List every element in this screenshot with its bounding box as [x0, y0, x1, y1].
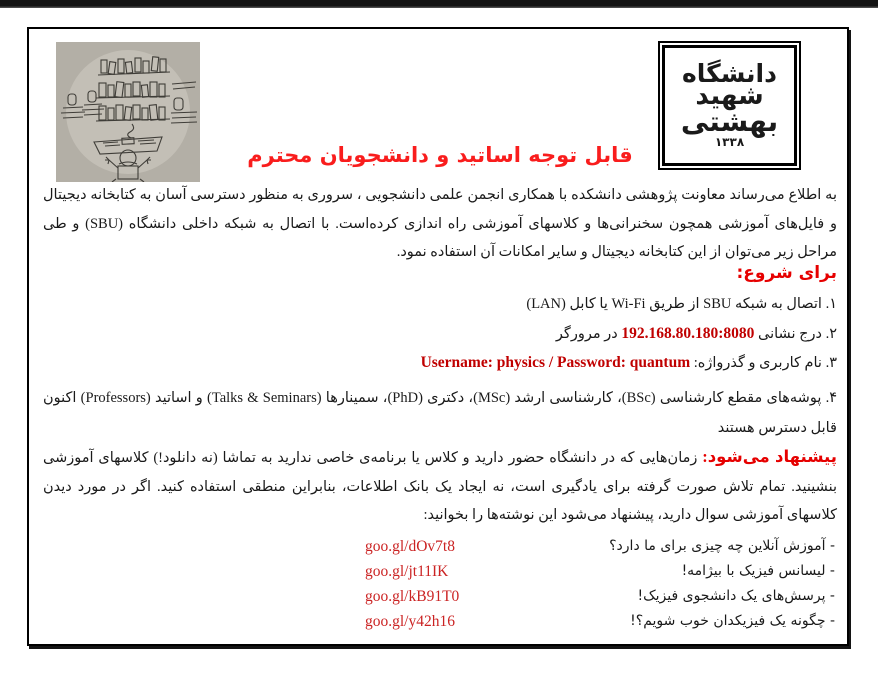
step-4-available-folders: ۴. پوشه‌های مقطع کارشناسی (BSc)، کارشناسی ارشد (MSc)، دکتری (PhD)، سمینارها (Talks & Seminars) و اساتید (Professors) اکنون قابل دسترس هستند	[43, 390, 837, 436]
step-3-credentials	[43, 354, 837, 372]
logo-word-shahid: شهید	[695, 80, 764, 111]
page-title: قابل توجه اساتید و دانشجویان محترم	[247, 143, 633, 167]
resource-question: - لیسانس فیزیک با بیژامه!	[681, 563, 835, 579]
bookshelf-middle-row	[96, 82, 170, 98]
bookshelf-bottom-row	[96, 105, 170, 121]
suggestion-heading: پیشنهاد می‌شود:	[702, 447, 837, 466]
bookshelf-top-row	[98, 57, 170, 75]
document-page	[27, 27, 849, 646]
section-heading-start: برای شروع:	[736, 263, 837, 283]
logo-founding-year: ۱۳۳۸	[714, 135, 745, 150]
window-top-bar	[0, 0, 878, 8]
resource-link[interactable]: goo.gl/dOv7t8	[365, 538, 455, 555]
suggestion-paragraph	[43, 443, 837, 530]
step-2-text-post: در مرورگر	[555, 326, 622, 342]
resource-question: - چگونه یک فیزیکدان خوب شویم؟!	[630, 613, 835, 629]
sketch-cord	[128, 124, 134, 138]
step-3-username-password: Username: physics / Password: quantum	[420, 354, 691, 371]
resource-row	[29, 584, 847, 609]
resource-question: - پرسش‌های یک دانشجوی فیزیک!	[637, 588, 835, 604]
intro-paragraph: به اطلاع می‌رساند معاونت پژوهشی دانشکده با همکاری انجمن علمی دانشجویی ، سروری به منظور دسترسی آسان به کتابخانه دیجیتال و فایل‌های آموزشی همچون سخنرانی‌ها و کلاسهای آموزشی راه اندازی کرده‌است. با اتصال به شبکه داخلی دانشگاه (SBU) و طی مراحل زیر می‌توان از این کتابخانه دیجیتال و سایر امکانات آن استفاده نمود.	[43, 187, 837, 260]
resource-row	[29, 609, 847, 634]
resource-row	[29, 559, 847, 584]
logo-word-beheshti: بهشتی	[680, 104, 779, 138]
resource-link[interactable]: goo.gl/jt11IK	[365, 563, 449, 580]
left-book-stacks	[61, 91, 104, 118]
step-2-server-address: 192.168.80.180:8080	[621, 325, 755, 342]
resource-row	[29, 534, 847, 559]
suggestion-body: زمان‌هایی که در دانشگاه حضور دارید و کلاس یا برنامه‌ی خاصی ندارید به تماشا (نه دانلود!) کلاسهای آموزشی بنشینید. تمام تلاش صورت گرفته برای یادگیری است، نه ایجاد یک بانک اطلاعات، بنابراین منطقی استفاده کنید. اگر در مورد دیدن کلاسهای آموزشی سوال دارید، پیشنهاد می‌شود این نوشته‌ها را بخوانید:	[43, 450, 837, 523]
step-2-enter-address	[43, 325, 837, 343]
step-2-text-pre: ۲. درج نشانی	[754, 326, 837, 342]
resource-link[interactable]: goo.gl/kB91T0	[365, 588, 460, 605]
step-3-text-pre: ۳. نام کاربری و گذرواژه:	[690, 355, 837, 371]
resource-question: - آموزش آنلاین چه چیزی برای ما دارد؟	[609, 538, 835, 554]
step-1-connect-network: ۱. اتصال به شبکه SBU از طریق Wi-Fi یا کابل (LAN)	[526, 296, 837, 312]
right-book-stack	[171, 82, 197, 123]
logo-word-university: دانشگاه	[682, 58, 777, 88]
resource-link[interactable]: goo.gl/y42h16	[365, 613, 455, 630]
